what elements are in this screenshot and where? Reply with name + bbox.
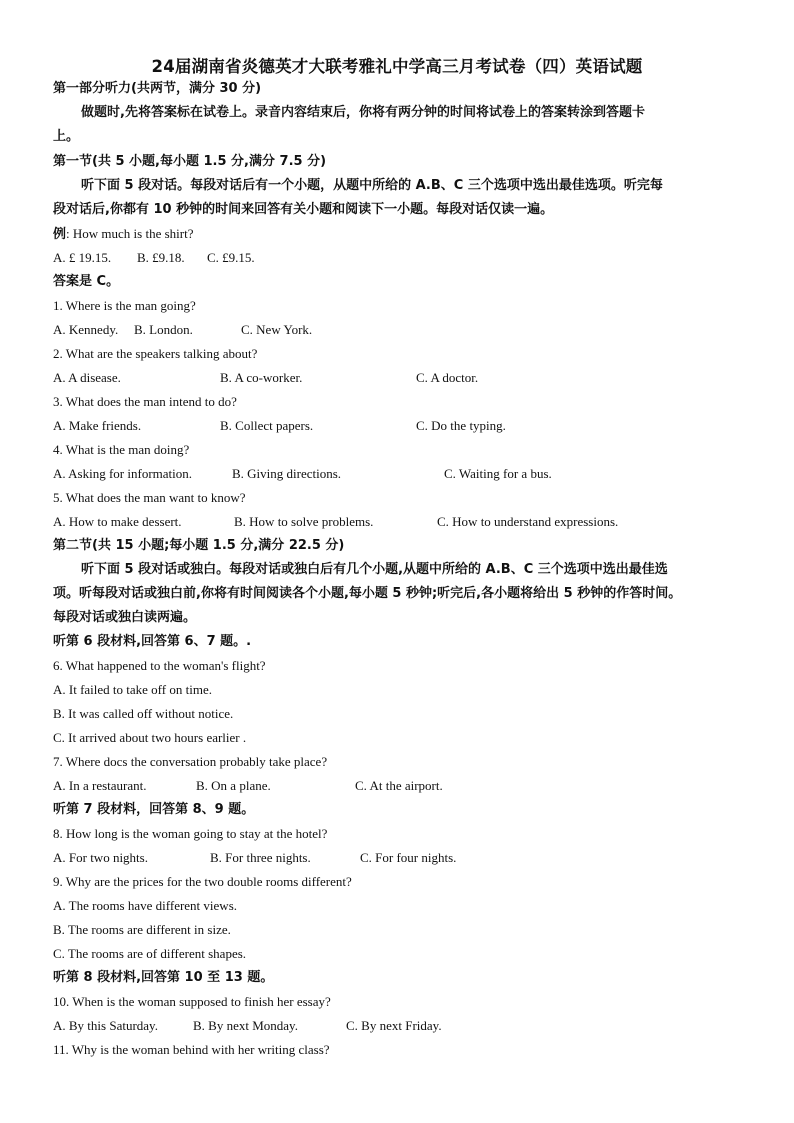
question-11: 11. Why is the woman behind with her writing class? — [53, 1042, 330, 1057]
example-option-b: B. £9.18. — [137, 250, 185, 265]
q1-option-a: A. Kennedy. — [53, 322, 119, 337]
part1-heading: 第一部分听力(共两节，满分 30 分) — [53, 81, 262, 96]
example-option-c: C. £9.15. — [207, 250, 255, 265]
section2-intro-line2: 项。听每段对话或独白前,你将有时间阅读各个小题,每小题 5 秒钟;听完后,各小题将给出 5 秒钟的作答时间。 — [53, 586, 682, 601]
question-8-options — [53, 850, 753, 866]
q6-option-a: A. It failed to take off on time. — [53, 682, 212, 697]
example-options — [53, 250, 753, 266]
q4-option-c: C. Waiting for a bus. — [444, 466, 552, 481]
section1-intro-line1: 听下面 5 段对话。每段对话后有一个小题，从题中所给的 A.B、C 三个选项中选出最佳选项。听完每 — [81, 178, 663, 193]
question-5: 5. What does the man want to know? — [53, 490, 246, 505]
example-answer: 答案是 C。 — [53, 274, 120, 289]
question-1-options — [53, 322, 753, 338]
q8-option-a: A. For two nights. — [53, 850, 148, 865]
q1-option-b: B. London. — [134, 322, 193, 337]
example-option-a: A. £ 19.15. — [53, 250, 112, 265]
q10-option-a: A. By this Saturday. — [53, 1018, 158, 1033]
example-question-text: : How much is the shirt? — [66, 226, 194, 241]
question-7-options — [53, 778, 753, 794]
q3-option-a: A. Make friends. — [53, 418, 142, 433]
q5-option-c: C. How to understand expressions. — [437, 514, 619, 529]
q7-option-b: B. On a plane. — [196, 778, 271, 793]
q9-option-a: A. The rooms have different views. — [53, 898, 237, 913]
section1-heading: 第一节(共 5 小题,每小题 1.5 分,满分 7.5 分) — [53, 154, 327, 169]
section2-intro-line1: 听下面 5 段对话或独白。每段对话或独白后有几个小题,从题中所给的 A.B、C 三个选项中选出最佳选 — [81, 562, 668, 577]
page-title: 24届湖南省炎德英才大联考雅礼中学高三月考试卷（四）英语试题 — [151, 57, 643, 76]
question-10-options — [53, 1018, 753, 1034]
q8-option-c: C. For four nights. — [360, 850, 457, 865]
question-2-options — [53, 370, 753, 386]
q5-option-a: A. How to make dessert. — [53, 514, 182, 529]
example-question — [53, 226, 193, 243]
section2-heading: 第二节(共 15 小题;每小题 1.5 分,满分 22.5 分) — [53, 538, 345, 553]
question-2: 2. What are the speakers talking about? — [53, 346, 258, 361]
q9-option-b: B. The rooms are different in size. — [53, 922, 231, 937]
question-4-options — [53, 466, 753, 482]
material-8-heading: 听第 8 段材料,回答第 10 至 13 题。 — [53, 970, 274, 985]
q6-option-c: C. It arrived about two hours earlier . — [53, 730, 247, 745]
question-7: 7. Where docs the conversation probably take place? — [53, 754, 328, 769]
q6-option-b: B. It was called off without notice. — [53, 706, 234, 721]
question-10: 10. When is the woman supposed to finish her essay? — [53, 994, 331, 1009]
q2-option-b: B. A co-worker. — [220, 370, 303, 385]
q4-option-a: A. Asking for information. — [53, 466, 193, 481]
material-7-heading: 听第 7 段材料，回答第 8、9 题。 — [53, 802, 255, 817]
q8-option-b: B. For three nights. — [210, 850, 311, 865]
q4-option-b: B. Giving directions. — [232, 466, 342, 481]
question-6: 6. What happened to the woman's flight? — [53, 658, 266, 673]
q3-option-b: B. Collect papers. — [220, 418, 314, 433]
q5-option-b: B. How to solve problems. — [234, 514, 374, 529]
q7-option-c: C. At the airport. — [355, 778, 443, 793]
q2-option-a: A. A disease. — [53, 370, 121, 385]
question-8: 8. How long is the woman going to stay at the hotel? — [53, 826, 328, 841]
q10-option-c: C. By next Friday. — [346, 1018, 442, 1033]
q7-option-a: A. In a restaurant. — [53, 778, 147, 793]
material-6-heading: 听第 6 段材料,回答第 6、7 题。. — [53, 634, 252, 649]
q10-option-b: B. By next Monday. — [193, 1018, 298, 1033]
q2-option-c: C. A doctor. — [416, 370, 479, 385]
section1-intro-line2: 段对话后,你都有 10 秒钟的时间来回答有关小题和阅读下一小题。每段对话仅读一遍。 — [53, 202, 554, 217]
q9-option-c: C. The rooms are of different shapes. — [53, 946, 247, 961]
part1-intro-line1: 做题时,先将答案标在试卷上。录音内容结束后，你将有两分钟的时间将试卷上的答案转涂到答题卡 — [81, 105, 645, 120]
q1-option-c: C. New York. — [241, 322, 313, 337]
question-3-options — [53, 418, 753, 434]
part1-intro-line2: 上。 — [53, 129, 80, 144]
q3-option-c: C. Do the typing. — [416, 418, 506, 433]
section2-intro-line3: 每段对话或独白读两遍。 — [53, 610, 197, 625]
question-1: 1. Where is the man going? — [53, 298, 196, 313]
question-9: 9. Why are the prices for the two double rooms different? — [53, 874, 352, 889]
question-4: 4. What is the man doing? — [53, 442, 190, 457]
question-5-options — [53, 514, 753, 530]
example-label: 例 — [53, 227, 67, 242]
question-3: 3. What does the man intend to do? — [53, 394, 237, 409]
